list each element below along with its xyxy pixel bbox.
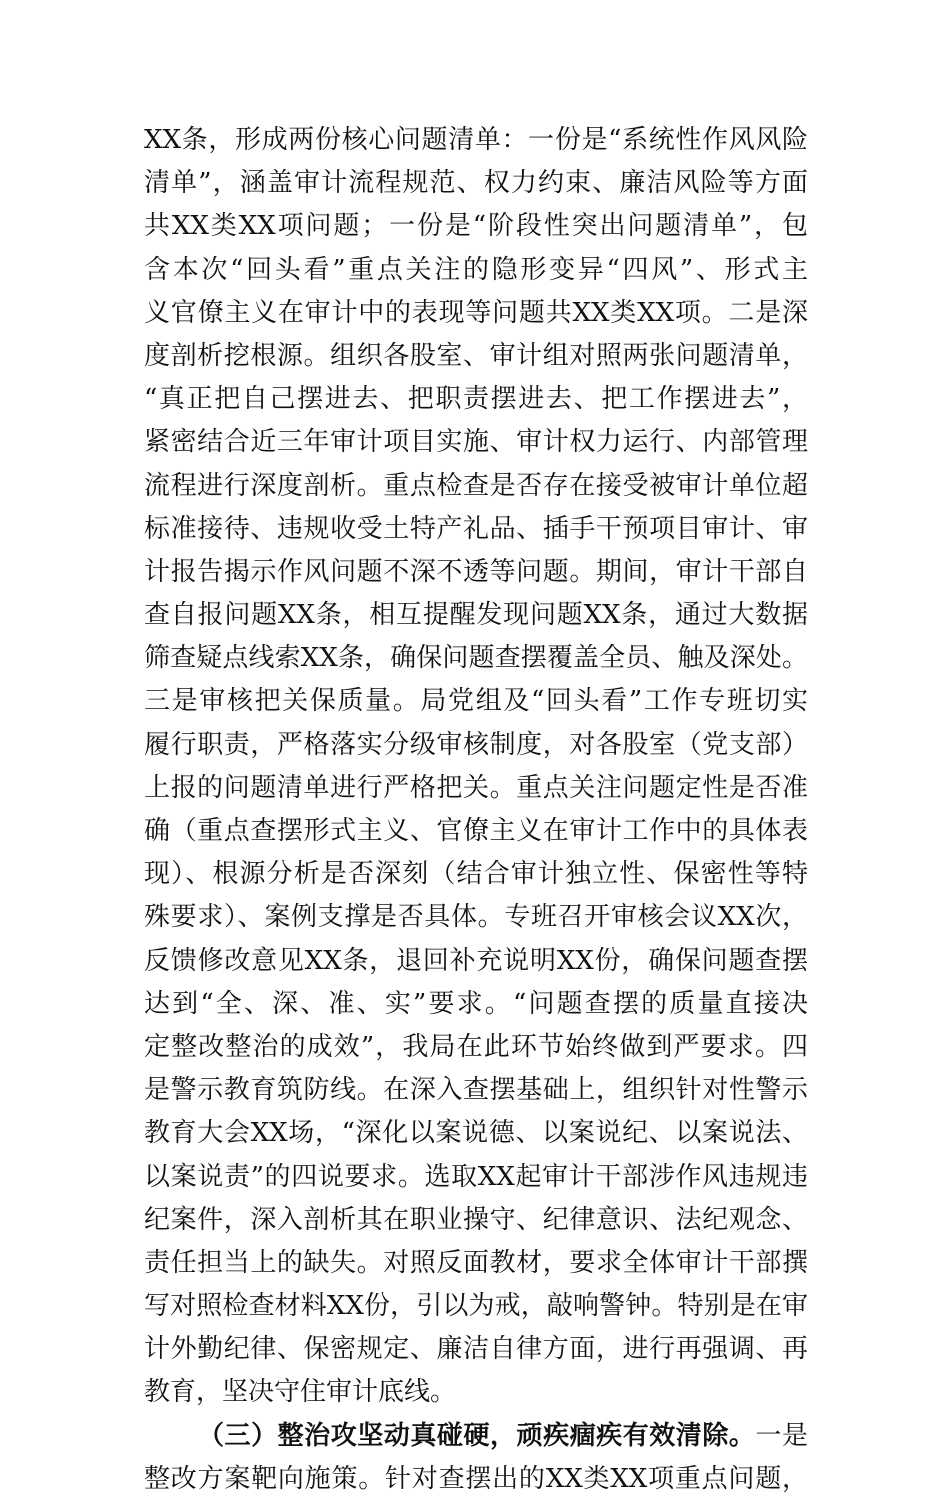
text-line: XX条，形成两份核心问题清单：一份是“系统性作风风险 [144, 125, 808, 155]
section-heading-line [144, 1415, 808, 1458]
text-line: 筛查疑点线索XX条，确保问题查摆覆盖全员、触及深处。 [144, 643, 808, 674]
text-line: 反馈修改意见XX条，退回补充说明XX份，确保问题查摆 [144, 945, 808, 976]
text-line: 履行职责，严格落实分级审核制度，对各股室（党支部） [144, 729, 808, 760]
text-line: 含本次“回头看”重点关注的隐形变异“四风”、形式主 [144, 254, 808, 285]
text-line: 上报的问题清单进行严格把关。重点关注问题定性是否准 [144, 772, 808, 803]
text-line: 标准接待、违规收受土特产礼品、插手干预项目审计、审 [144, 513, 808, 544]
text-line: 是警示教育筑防线。在深入查摆基础上，组织针对性警示 [144, 1075, 808, 1106]
text-line: 紧密结合近三年审计项目实施、审计权力运行、内部管理 [144, 427, 808, 458]
text-line: 计报告揭示作风问题不深不透等问题。期间，审计干部自 [144, 556, 808, 587]
text-line: “真正把自己摆进去、把职责摆进去、把工作摆进去”， [144, 384, 808, 415]
text-line: 确（重点查摆形式主义、官僚主义在审计工作中的具体表 [144, 816, 808, 846]
text-line: 责任担当上的缺失。对照反面教材，要求全体审计干部撰 [144, 1247, 808, 1278]
text-line: 清单”，涵盖审计流程规范、权力约束、廉洁风险等方面 [144, 168, 808, 199]
text-line: 以案说责”的四说要求。选取XX起审计干部涉作风违规违 [144, 1161, 808, 1192]
text-line: 整改方案靶向施策。针对查摆出的XX类XX项重点问题， [144, 1463, 808, 1494]
text-line: 写对照检查材料XX份，引以为戒，敲响警钟。特别是在审 [144, 1291, 808, 1322]
text-line: 殊要求）、案例支撑是否具体。专班召开审核会议XX次， [144, 902, 808, 933]
text-line: 共XX类XX项问题；一份是“阶段性突出问题清单”，包 [144, 211, 808, 242]
text-line: 查自报问题XX条，相互提醒发现问题XX条，通过大数据 [144, 600, 808, 631]
text-line: 教育大会XX场，“深化以案说德、以案说纪、以案说法、 [144, 1118, 808, 1149]
text-line: 流程进行深度剖析。重点检查是否存在接受被审计单位超 [144, 470, 808, 501]
text-line: 三是审核把关保质量。局党组及“回头看”工作专班切实 [144, 686, 808, 717]
text-line: 义官僚主义在审计中的表现等问题共XX类XX项。二是深 [144, 297, 808, 328]
text-line: 定整改整治的成效”，我局在此环节始终做到严要求。四 [144, 1031, 808, 1062]
text-line: 达到“全、深、准、实”要求。“问题查摆的质量直接决 [144, 988, 808, 1019]
text-line: 纪案件，深入剖析其在职业操守、纪律意识、法纪观念、 [144, 1204, 808, 1235]
text-line: 教育，坚决守住审计底线。 [144, 1377, 457, 1408]
text-line: 度剖析挖根源。组织各股室、审计组对照两张问题清单， [144, 340, 808, 371]
text-fragment: 一是 [755, 1420, 808, 1451]
body-text [144, 119, 808, 1501]
text-line: 现）、根源分析是否深刻（结合审计独立性、保密性等特 [144, 859, 808, 890]
text-line: 计外勤纪律、保密规定、廉洁自律方面，进行再强调、再 [144, 1334, 808, 1365]
section-heading: （三）整治攻坚动真碰硬，顽疾痼疾有效清除。 [198, 1420, 756, 1451]
